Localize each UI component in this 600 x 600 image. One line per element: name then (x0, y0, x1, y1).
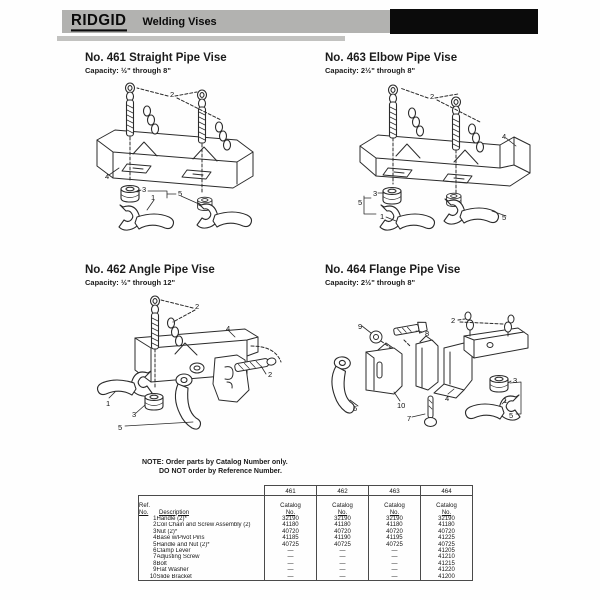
catalog-number-cell: — (369, 574, 421, 581)
catalog-number-cell: 41190 (317, 535, 369, 541)
catalog-number-cell: 40720 (317, 529, 369, 535)
catalog-number-cell: 41195 (369, 535, 421, 541)
description-cell: Handle and Nut (2)* (156, 541, 210, 548)
callout-number: 3 (513, 376, 518, 385)
ref-number-cell: 3 (139, 529, 157, 535)
catalog-number-cell: 40725 (317, 542, 369, 548)
catalog-number-cell: 32190 (317, 516, 369, 522)
catalog-number-cell: 41210 (421, 554, 473, 560)
vise-464-illustration (318, 292, 542, 462)
header-shadow-strip (57, 36, 345, 41)
callout-number: 1 (380, 212, 385, 221)
callout-number: 5 (502, 213, 507, 222)
model-header-464: 464 (421, 486, 473, 496)
callout-number: 6 (353, 404, 358, 413)
catalog-number-cell: 41225 (421, 535, 473, 541)
header-spacer (139, 486, 265, 496)
ref-number-cell: 1 (139, 516, 157, 522)
catalog-number-cell: 41200 (421, 574, 473, 581)
product-capacity-461: Capacity: ½" through 8" (85, 66, 171, 75)
description-cell: Clamp Lever (156, 548, 191, 555)
callout-number: 4 (226, 324, 231, 333)
callout-number: 9 (358, 322, 363, 331)
catalog-number-cell: — (369, 548, 421, 554)
catalog-number-cell: 41180 (421, 522, 473, 528)
callout-number: 2 (268, 370, 273, 379)
ref-number-cell: 7 (139, 554, 157, 560)
callout-number: 8 (425, 329, 430, 338)
callout-number: 2 (430, 92, 435, 101)
callout-number: 1 (503, 396, 508, 405)
product-title-462: No. 462 Angle Pipe Vise (85, 264, 215, 276)
catalog-number-cell: 32190 (265, 516, 317, 522)
catalog-number-cell: 41185 (265, 535, 317, 541)
catalog-number-cell: 41215 (421, 561, 473, 567)
catalog-number-cell: — (265, 548, 317, 554)
callout-number: 3 (373, 189, 378, 198)
order-note (142, 459, 288, 477)
model-header-461: 461 (265, 486, 317, 496)
catalog-number-cell: 41180 (265, 522, 317, 528)
catalog-number-cell: 41180 (369, 522, 421, 528)
callout-number: 2 (195, 302, 200, 311)
header-tab-block (390, 9, 538, 34)
catalog-number-cell: — (317, 567, 369, 573)
catalog-number-cell: — (265, 567, 317, 573)
description-label: Description (159, 509, 190, 516)
catalog-number-cell: — (369, 554, 421, 560)
callout-number: 4 (445, 394, 450, 403)
catalog-number-cell: — (265, 574, 317, 581)
catalog-number-cell: — (265, 554, 317, 560)
description-cell: Slide Bracket (157, 574, 265, 581)
catalog-header-462: Catalog No. (317, 496, 369, 517)
callout-number: 5 (118, 423, 123, 432)
model-header-row (139, 486, 473, 496)
callout-number: 5 (358, 198, 363, 207)
callout-number: 2 (451, 316, 456, 325)
header-bar (62, 10, 402, 33)
vise-462-illustration (75, 292, 295, 462)
callout-number: 4 (502, 132, 507, 141)
ref-number-cell: 10 (139, 574, 157, 581)
catalog-number-cell: 41205 (421, 548, 473, 554)
product-capacity-463: Capacity: 2½" through 8" (325, 66, 416, 75)
product-title-464: No. 464 Flange Pipe Vise (325, 264, 461, 276)
callout-number: 1 (151, 193, 156, 202)
model-header-462: 462 (317, 486, 369, 496)
callout-number: 3 (132, 410, 137, 419)
callout-number: 2 (170, 90, 175, 99)
catalog-number-cell: 40720 (265, 529, 317, 535)
ref-number-cell: 4 (139, 535, 157, 541)
description-cell: Nut (2)* (156, 528, 178, 535)
product-title-461: No. 461 Straight Pipe Vise (85, 52, 227, 64)
catalog-number-cell: 32190 (369, 516, 421, 522)
ref-no-label: No. (139, 509, 149, 516)
callout-number: 1 (106, 399, 111, 408)
ref-number-cell: 2 (139, 522, 157, 528)
description-cell: Handle (2)* (156, 516, 187, 522)
parts-table (138, 485, 473, 581)
catalog-number-cell: 40725 (369, 542, 421, 548)
catalog-number-cell: — (317, 574, 369, 581)
column-header-row (139, 496, 473, 517)
ref-label: Ref. (139, 503, 151, 510)
description-cell: Flat Washer (156, 567, 189, 574)
callout-number: 4 (105, 172, 110, 181)
catalog-number-cell: — (317, 548, 369, 554)
catalog-header-464: Catalog No. (421, 496, 473, 517)
catalog-number-cell: — (317, 554, 369, 560)
catalog-number-cell: — (369, 561, 421, 567)
callout-number: 7 (407, 414, 412, 423)
catalog-number-cell: — (317, 561, 369, 567)
catalog-number-cell: 41180 (317, 522, 369, 528)
catalog-number-cell: 41220 (421, 567, 473, 573)
ref-number-cell: 9 (139, 567, 157, 573)
vise-463-illustration (318, 80, 542, 245)
page-title: Welding Vises (142, 15, 217, 28)
catalog-number-cell: 32190 (421, 516, 473, 522)
catalog-number-cell: 40720 (369, 529, 421, 535)
ref-desc-header (139, 496, 265, 517)
ref-number-cell: 5 (139, 542, 157, 548)
ridgid-logo: RIDGID (71, 12, 127, 31)
ref-number-cell: 6 (139, 548, 157, 554)
catalog-number-cell: 40720 (421, 529, 473, 535)
description-cell: Base w/Pivot Pins (156, 535, 205, 542)
parts-table-body (139, 516, 473, 581)
callout-number: 10 (397, 401, 406, 410)
description-cell: Adjusting Screw (156, 554, 200, 561)
catalog-number-cell: — (369, 567, 421, 573)
product-capacity-464: Capacity: 2½" through 8" (325, 278, 416, 287)
model-header-463: 463 (369, 486, 421, 496)
catalog-number-cell: — (265, 561, 317, 567)
table-row (139, 574, 473, 581)
product-capacity-462: Capacity: ½" through 12" (85, 278, 176, 287)
product-title-463: No. 463 Elbow Pipe Vise (325, 52, 458, 64)
order-note-line1: NOTE: Order parts by Catalog Number only. (142, 459, 288, 466)
callout-number: 5 (509, 411, 514, 420)
catalog-number-cell: 40725 (265, 542, 317, 548)
catalog-header-463: Catalog No. (369, 496, 421, 517)
vise-461-illustration (75, 80, 295, 245)
callout-number: 5 (178, 189, 183, 198)
order-note-line2: DO NOT order by Reference Number. (159, 467, 282, 475)
catalog-number-cell: 40725 (421, 542, 473, 548)
ref-number-cell: 8 (139, 561, 157, 567)
description-cell: Coil Chain and Screw Assembly (2) (156, 522, 251, 529)
description-cell: Bolt (156, 560, 167, 567)
callout-number: 3 (142, 185, 147, 194)
catalog-header-461: Catalog No. (265, 496, 317, 517)
